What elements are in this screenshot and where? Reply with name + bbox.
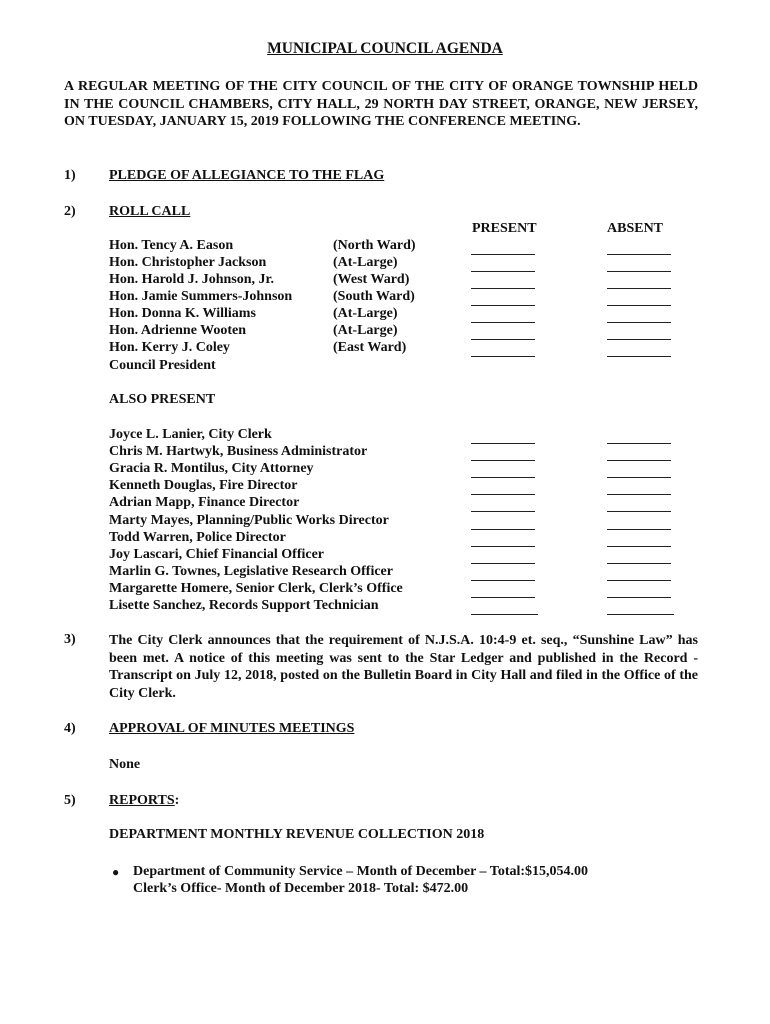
present-line: [471, 460, 535, 461]
present-line: [471, 477, 535, 478]
revenue-line-clerks-office: Clerk’s Office- Month of December 2018- Total: $472.00: [133, 881, 469, 896]
absent-line: [607, 614, 674, 615]
bullet-icon: ●: [112, 865, 120, 879]
council-member-ward: (South Ward): [333, 289, 415, 304]
absent-line: [607, 546, 671, 547]
absent-line: [607, 494, 671, 495]
section-2-heading: ROLL CALL: [109, 204, 191, 219]
present-line: [471, 305, 535, 306]
section-1-heading: PLEDGE OF ALLEGIANCE TO THE FLAG: [109, 168, 385, 183]
present-line: [471, 494, 535, 495]
absent-line: [607, 529, 671, 530]
absent-line: [607, 339, 671, 340]
staff-member-row: Joy Lascari, Chief Financial Officer: [109, 547, 325, 562]
council-member-ward: (At-Large): [333, 306, 398, 321]
present-line: [471, 288, 535, 289]
absent-line: [607, 271, 671, 272]
absent-line: [607, 288, 671, 289]
section-5-number: 5): [64, 793, 76, 808]
council-member-row: [109, 306, 256, 323]
staff-member-row: Margarette Homere, Senior Clerk, Clerk’s Office: [109, 581, 403, 596]
absent-line: [607, 305, 671, 306]
present-line: [471, 443, 535, 444]
staff-member-row: Gracia R. Montilus, City Attorney: [109, 461, 314, 476]
staff-member-row: Chris M. Hartwyk, Business Administrator: [109, 444, 368, 459]
council-member-ward: (At-Large): [333, 255, 398, 270]
section-2-number: 2): [64, 204, 76, 219]
staff-member-row: Joyce L. Lanier, City Clerk: [109, 427, 272, 442]
council-member-row: [109, 340, 230, 357]
council-president-label: Council President: [109, 358, 216, 373]
council-member-name: Hon. Tency A. Eason: [109, 238, 234, 253]
present-line: [471, 580, 535, 581]
council-member-name: Hon. Kerry J. Coley: [109, 340, 230, 355]
absent-line: [607, 580, 671, 581]
present-line: [471, 271, 535, 272]
council-member-row: [109, 323, 246, 340]
council-member-row: [109, 255, 266, 272]
staff-member-row: Lisette Sanchez, Records Support Technician: [109, 598, 379, 613]
absent-line: [607, 443, 671, 444]
absent-line: [607, 322, 671, 323]
present-line: [471, 339, 535, 340]
absent-line: [607, 356, 671, 357]
revenue-line-community-service: Department of Community Service – Month of December – Total:$15,054.00: [133, 864, 589, 879]
section-5-heading-wrap: [109, 793, 179, 809]
council-member-name: Hon. Christopher Jackson: [109, 255, 267, 270]
present-line: [471, 563, 535, 564]
absent-line: [607, 563, 671, 564]
section-4-heading: APPROVAL OF MINUTES MEETINGS: [109, 721, 355, 736]
section-3-number: 3): [64, 632, 76, 647]
revenue-collection-heading: DEPARTMENT MONTHLY REVENUE COLLECTION 2018: [109, 827, 485, 842]
council-member-name: Hon. Harold J. Johnson, Jr.: [109, 272, 274, 287]
minutes-body: None: [109, 757, 141, 772]
staff-member-row: Todd Warren, Police Director: [109, 530, 286, 545]
present-line: [471, 254, 535, 255]
council-member-ward: (At-Large): [333, 323, 398, 338]
absent-line: [607, 460, 671, 461]
staff-member-row: Marty Mayes, Planning/Public Works Director: [109, 513, 389, 528]
absent-line: [607, 254, 671, 255]
present-line: [471, 356, 535, 357]
sunshine-law-notice: The City Clerk announces that the requirement of N.J.S.A. 10:4-9 et. seq., “Sunshine Law” has been met. A notice of this meeting was sent to the Star Ledger and published in the Record - Transcript on July 12, 2018, posted on the Bulletin Board in City Hall and filed in the Office of the City Clerk.: [109, 633, 698, 701]
absent-line: [607, 477, 671, 478]
council-member-row: [109, 272, 274, 289]
council-member-name: Hon. Adrienne Wooten: [109, 323, 247, 338]
meeting-intro: A REGULAR MEETING OF THE CITY COUNCIL OF THE CITY OF ORANGE TOWNSHIP HELD IN THE COUNCIL CHAMBERS, CITY HALL, 29 NORTH DAY STREET, ORANGE, NEW JERSEY, ON TUESDAY, JANUARY 15, 2019 FOLLOWING THE CONFERENCE MEETING.: [64, 79, 698, 129]
staff-member-row: Marlin G. Townes, Legislative Research Officer: [109, 564, 393, 579]
section-1-number: 1): [64, 168, 76, 183]
absent-line: [607, 511, 671, 512]
council-member-ward: (North Ward): [333, 238, 416, 253]
council-member-row: [109, 289, 292, 306]
present-line: [471, 614, 538, 615]
section-5-heading: REPORTS: [109, 793, 175, 808]
present-line: [471, 546, 535, 547]
section-5-heading-colon: :: [174, 793, 180, 808]
also-present-heading: ALSO PRESENT: [109, 392, 216, 407]
council-member-ward: (East Ward): [333, 340, 407, 355]
absent-line: [607, 597, 671, 598]
council-member-name: Hon. Jamie Summers-Johnson: [109, 289, 293, 304]
present-column-header: PRESENT: [472, 221, 537, 236]
present-line: [471, 529, 535, 530]
present-line: [471, 597, 535, 598]
council-member-ward: (West Ward): [333, 272, 410, 287]
page-title: MUNICIPAL COUNCIL AGENDA: [267, 40, 503, 57]
section-4-number: 4): [64, 721, 76, 736]
staff-member-row: Kenneth Douglas, Fire Director: [109, 478, 298, 493]
council-member-name: Hon. Donna K. Williams: [109, 306, 256, 321]
staff-member-row: Adrian Mapp, Finance Director: [109, 495, 300, 510]
absent-column-header: ABSENT: [607, 221, 664, 236]
council-member-row: [109, 238, 233, 255]
present-line: [471, 511, 535, 512]
present-line: [471, 322, 535, 323]
